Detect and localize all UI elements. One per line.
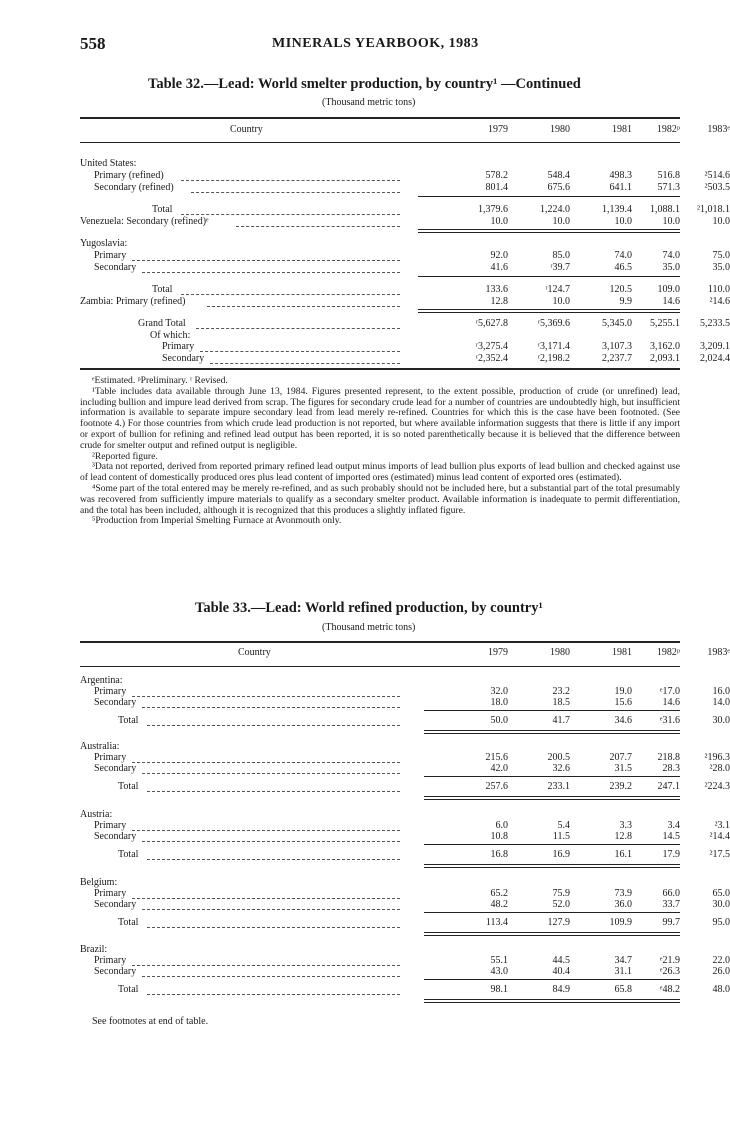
row-value: 12.8 [614,831,632,842]
row-value: 65.0 [712,888,730,899]
row-value: 3,107.3 [602,341,632,352]
row-label: Primary [94,955,127,966]
footnote-symbols: ᵉEstimated. ᵖPreliminary. ʳ Revised. [92,375,228,386]
row-value: 9.9 [619,296,632,307]
dot-leader [181,284,401,295]
table32-header-rule [80,142,680,143]
row-label: Yugoslavia: [80,238,128,249]
table-row [80,182,730,194]
table33-header-year: 1979 [488,647,508,658]
table-row [80,831,730,843]
row-value: 14.6 [662,296,680,307]
row-value: 675.6 [547,182,570,193]
row-label: Total [118,917,139,928]
row-value: 36.0 [614,899,632,910]
row-label: Total [118,984,139,995]
row-value: 10.0 [552,216,570,227]
dot-leader [132,250,400,261]
table33-subtotal-rule [424,776,680,777]
row-value: 10.0 [662,216,680,227]
row-value: 1,224.0 [540,204,570,215]
table32-footnotes [80,376,680,527]
row-label: Zambia: Primary (refined) [80,296,186,307]
row-value: 44.5 [552,955,570,966]
row-value: 120.5 [609,284,632,295]
row-value: 801.4 [485,182,508,193]
row-value: 14.0 [712,697,730,708]
table-row [80,284,730,296]
row-value: 5,255.1 [650,318,680,329]
see-footnotes-note: See footnotes at end of table. [92,1016,209,1027]
row-value: ᵉ48.2 [659,984,680,995]
row-value: 133.6 [485,284,508,295]
row-value: 31.5 [614,763,632,774]
dot-leader [132,888,400,899]
row-value: 5,345.0 [602,318,632,329]
row-value: 28.3 [662,763,680,774]
table33-header-year: 1983ᵉ [707,647,730,658]
table32-top-rule [80,117,680,119]
row-value: 3,209.1 [700,341,730,352]
row-value: 10.8 [490,831,508,842]
table32-subtitle: (Thousand metric tons) [322,97,416,108]
dot-leader [200,341,400,352]
row-value: 10.0 [614,216,632,227]
row-value: 516.8 [657,170,680,181]
dot-leader [142,899,400,910]
table33-top-rule [80,641,680,643]
row-value: 34.6 [614,715,632,726]
row-value: 52.0 [552,899,570,910]
row-value: 16.9 [552,849,570,860]
table33-subtotal-rule [424,979,680,980]
row-value: 26.0 [712,966,730,977]
row-value: 257.6 [485,781,508,792]
table-row [80,216,730,228]
table33-subtotal-rule [424,912,680,913]
row-value: 65.2 [490,888,508,899]
row-value: ʳ124.7 [545,284,570,295]
table-row [80,899,730,911]
row-label: Total [118,781,139,792]
row-value: 2,237.7 [602,353,632,364]
dot-leader [207,296,401,307]
row-value: 18.0 [490,697,508,708]
row-value: 33.7 [662,899,680,910]
country-name: Argentina: [80,675,123,686]
dot-leader [210,353,400,364]
running-head: MINERALS YEARBOOK, 1983 [272,36,479,51]
row-label: Secondary [94,262,137,273]
dot-leader [132,686,400,697]
row-value: 247.1 [657,781,680,792]
row-value: 16.1 [614,849,632,860]
row-value: 578.2 [485,170,508,181]
table-row [80,158,680,170]
row-value: 31.1 [614,966,632,977]
row-value: ᵉ31.6 [659,715,680,726]
row-label: Total [118,849,139,860]
row-value: ʳ2,352.4 [475,353,508,364]
row-value: ʳ3,171.4 [537,341,570,352]
table32-header-year: 1979 [488,124,508,135]
footnote-3: ³Data not reported, derived from reported primary refined lead output minus imports of lead bullion plus exports of lead bullion and checked against use of lead content of domestically produced ores plus lead content of imported ores (estimated) minus lead content of exported ores (estimated). [80,461,680,484]
table33-subtitle: (Thousand metric tons) [322,622,416,633]
dot-leader [142,697,400,708]
row-value: ²224.3 [704,781,730,792]
row-value: 3.4 [667,820,680,831]
dot-leader [147,715,401,726]
row-value: ²1,018.1 [697,204,730,215]
row-label: Total [118,715,139,726]
table32-header-country: Country [230,124,263,135]
row-value: 92.0 [490,250,508,261]
footnote-1: ¹Table includes data available through June 13, 1984. Figures presented represent, to the extent possible, production of crude (or unrefined) lead, including bullion and impure lead derived from scrap. The figures for secondary crude lead for a number of countries are undoubtedly high, but insufficient information is available to separate impure secondary lead from lead merely re-refined. Countries for which this is the case have been footnoted. (See footnote 4.) For those countries from which crude lead production is not reported, but where available information suggests that there is little if any import or export of bullion for refining and refined lead output has been reported, it is so noted parenthetically because it is believed that the difference between crude for smelter output and refined output is negligible. [80,385,680,451]
row-value: 548.4 [547,170,570,181]
row-value: ᵉ21.9 [659,955,680,966]
row-label: Primary [94,686,127,697]
table-row [80,781,730,793]
table-row [80,296,730,308]
dot-leader [132,955,400,966]
row-value: 10.0 [552,296,570,307]
row-value: 41.6 [490,262,508,273]
country-name: Australia: [80,741,120,752]
table33-subtotal-rule [424,844,680,845]
row-value: 74.0 [662,250,680,261]
row-label: Secondary [94,831,137,842]
dot-leader [147,781,401,792]
table33-total-double-rule [424,864,680,868]
row-value: 218.8 [657,752,680,763]
table-row [80,715,730,727]
row-label: Primary [94,752,127,763]
country-name: Brazil: [80,944,108,955]
row-value: 32.6 [552,763,570,774]
row-value: ²14.6 [709,296,730,307]
row-value: 14.6 [662,697,680,708]
row-value: ʳ5,627.8 [475,318,508,329]
row-value: 35.0 [712,262,730,273]
row-value: 14.5 [662,831,680,842]
row-value: 75.0 [712,250,730,261]
row-value: ²503.5 [704,182,730,193]
row-value: 215.6 [485,752,508,763]
row-value: 30.0 [712,899,730,910]
row-value: ²514.6 [704,170,730,181]
row-value: ᵉ17.0 [659,686,680,697]
footnote-5: ⁵Production from Imperial Smelting Furnace at Avonmouth only. [92,515,342,527]
dot-leader [181,170,400,181]
row-value: 22.0 [712,955,730,966]
row-value: 233.1 [547,781,570,792]
dot-leader [142,262,400,273]
table32-header-year: 1980 [550,124,570,135]
row-value: 3.3 [619,820,632,831]
country-name: Belgium: [80,877,118,888]
row-value: 127.9 [547,917,570,928]
row-label: Grand Total [138,318,186,329]
table33-header-rule [80,666,680,667]
row-label: Secondary [94,697,137,708]
table33-header-year: 1981 [612,647,632,658]
row-value: 6.0 [495,820,508,831]
table-row [80,353,730,365]
row-value: 30.0 [712,715,730,726]
row-value: 35.0 [662,262,680,273]
dot-leader [147,984,401,995]
row-label: Primary [94,820,127,831]
dot-leader [142,966,400,977]
row-value: ᵉ26.3 [659,966,680,977]
footnote-2: ²Reported figure. [92,450,158,462]
row-label: Secondary [94,966,137,977]
row-value: 16.0 [712,686,730,697]
row-value: 32.0 [490,686,508,697]
row-value: 48.0 [712,984,730,995]
row-value: 95.0 [712,917,730,928]
row-value: ²14.4 [709,831,730,842]
row-label: Total [152,204,173,215]
dot-leader [132,820,400,831]
row-value: 5,233.5 [700,318,730,329]
row-value: 41.7 [552,715,570,726]
dot-leader [132,752,400,763]
row-value: 109.9 [609,917,632,928]
table32-subtotal-rule [418,196,680,197]
row-label: Secondary [94,899,137,910]
row-value: 2,093.1 [650,353,680,364]
table33-header-year: 1982ᵖ [656,647,680,658]
dot-leader [147,849,401,860]
row-label: Venezuela: Secondary (refined)ᵉ [80,216,209,227]
row-value: 65.8 [614,984,632,995]
row-value: 99.7 [662,917,680,928]
page-number: 558 [80,34,106,53]
row-value: ²17.5 [709,849,730,860]
dot-leader [196,318,400,329]
table-row [80,763,730,775]
row-value: 207.7 [609,752,632,763]
table32-header-year: 1981 [612,124,632,135]
table32-header-year: 1983ᵉ [707,124,730,135]
row-value: 641.1 [609,182,632,193]
row-value: 17.9 [662,849,680,860]
row-label: Secondary [162,353,205,364]
dot-leader [191,182,400,193]
table32-bottom-rule [80,368,680,370]
table32-total-double-rule [418,229,680,233]
row-value: 55.1 [490,955,508,966]
row-value: 571.3 [657,182,680,193]
row-value: 98.1 [490,984,508,995]
table-row [80,917,730,929]
row-value: ʳ2,198.2 [537,353,570,364]
row-value: 200.5 [547,752,570,763]
row-label: Secondary (refined) [94,182,174,193]
dot-leader [236,216,400,227]
row-value: 12.8 [490,296,508,307]
row-value: 40.4 [552,966,570,977]
table33-total-double-rule [424,999,680,1003]
row-value: 19.0 [614,686,632,697]
row-value: 3,162.0 [650,341,680,352]
row-value: 1,088.1 [650,204,680,215]
row-value: 43.0 [490,966,508,977]
country-name: Austria: [80,809,113,820]
table32-header-year: 1982ᵖ [656,124,680,135]
table33-total-double-rule [424,730,680,734]
row-value: 48.2 [490,899,508,910]
row-value: 10.0 [490,216,508,227]
row-label: United States: [80,158,137,169]
table-row [80,697,730,709]
row-value: 2,024.4 [700,353,730,364]
row-value: 73.9 [614,888,632,899]
dot-leader [181,204,401,215]
table32-total-double-rule [418,309,680,313]
row-value: 10.0 [712,216,730,227]
table32-subtotal-rule [418,276,680,277]
table33-total-double-rule [424,796,680,800]
row-value: 110.0 [707,284,730,295]
row-value: 50.0 [490,715,508,726]
table-row [80,238,680,250]
footnote-4: ⁴Some part of the total entered may be merely re-refined, and as such probably should not be included here, but a substantial part of the total presumably was recovered from sufficiently impure materials to qualify as a secondary smelter product. Available information is inadequate to permit differentiation, and the total has been included, although it is recognized that this produces a slightly inflated figure. [80,482,680,516]
row-value: ²196.3 [704,752,730,763]
row-value: 11.5 [552,831,570,842]
table33-header-year: 1980 [550,647,570,658]
row-value: 74.0 [614,250,632,261]
table-row [80,170,730,182]
row-value: 66.0 [662,888,680,899]
table-row [80,318,730,330]
dot-leader [142,763,400,774]
row-label: Primary (refined) [94,170,164,181]
row-label: Of which: [150,330,191,341]
row-value: 1,379.6 [478,204,508,215]
table33-header-country: Country [238,647,271,658]
row-value: 109.0 [657,284,680,295]
table-row [80,849,730,861]
row-value: 113.4 [485,917,508,928]
row-label: Primary [94,250,127,261]
row-value: 5.4 [557,820,570,831]
row-value: ²3.1 [714,820,730,831]
row-value: ²28.0 [709,763,730,774]
row-value: ʳ39.7 [550,262,570,273]
table32-title: Table 32.—Lead: World smelter production, by country¹ —Continued [148,76,581,92]
row-value: 34.7 [614,955,632,966]
table33-title: Table 33.—Lead: World refined production, by country¹ [195,600,543,616]
row-value: 23.2 [552,686,570,697]
row-label: Secondary [94,763,137,774]
row-value: 239.2 [609,781,632,792]
row-value: 85.0 [552,250,570,261]
row-value: ʳ5,369.6 [537,318,570,329]
row-label: Primary [162,341,195,352]
row-value: 15.6 [614,697,632,708]
row-value: 18.5 [552,697,570,708]
dot-leader [147,917,401,928]
table-row [80,250,730,262]
table-row [80,262,730,274]
row-value: 46.5 [614,262,632,273]
table-row [80,204,730,216]
row-value: 498.3 [609,170,632,181]
row-value: 1,139.4 [602,204,632,215]
row-value: 16.8 [490,849,508,860]
table-row [80,966,730,978]
row-label: Total [152,284,173,295]
table33-total-double-rule [424,932,680,936]
row-value: 84.9 [552,984,570,995]
dot-leader [142,831,400,842]
row-label: Primary [94,888,127,899]
table33-subtotal-rule [424,710,680,711]
table-row [80,341,730,353]
row-value: 75.9 [552,888,570,899]
row-value: ʳ3,275.4 [475,341,508,352]
table-row [80,984,730,996]
row-value: 42.0 [490,763,508,774]
